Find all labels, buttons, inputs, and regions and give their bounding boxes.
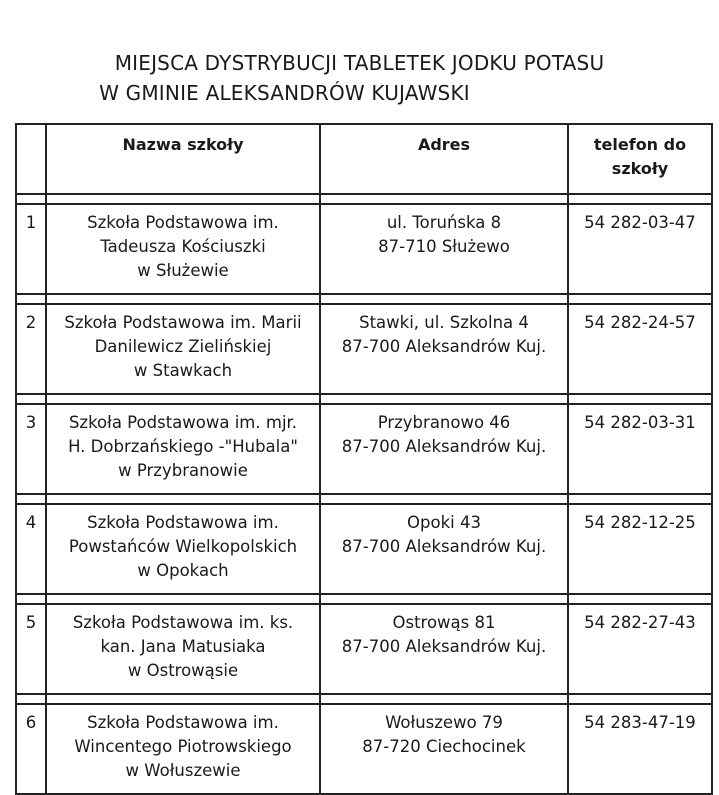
school-address-line: 87-700 Aleksandrów Kuj.: [341, 637, 547, 656]
table-header-row: [16, 124, 712, 194]
school-name: [46, 404, 320, 494]
school-name-line: H. Dobrzańskiego -"Hubala": [68, 437, 298, 456]
school-name-line: w Wołuszewie: [125, 761, 241, 780]
gap-cell: [320, 394, 568, 404]
school-phone: 54 282-03-47: [568, 204, 712, 294]
row-number: 1: [16, 204, 46, 294]
gap-cell: [568, 394, 712, 404]
gap-cell: [320, 694, 568, 704]
row-number: 2: [16, 304, 46, 394]
header-num: [16, 124, 46, 194]
table-row: [16, 704, 712, 794]
school-name-line: Szkoła Podstawowa im. mjr.: [68, 413, 298, 432]
document-title: [0, 48, 719, 108]
gap-cell: [16, 694, 46, 704]
school-address-line: ul. Toruńska 8: [386, 213, 502, 232]
schools-table: [15, 123, 713, 795]
gap-cell: [16, 494, 46, 504]
school-name-line: Tadeusza Kościuszki: [100, 237, 266, 256]
school-name-line: Danilewicz Zielińskiej: [94, 337, 272, 356]
table-body: [16, 194, 712, 794]
school-address-line: 87-700 Aleksandrów Kuj.: [341, 437, 547, 456]
school-address-line: 87-720 Ciechocinek: [362, 737, 526, 756]
school-phone: 54 282-24-57: [568, 304, 712, 394]
school-address-line: Stawki, ul. Szkolna 4: [359, 313, 529, 332]
gap-cell: [16, 294, 46, 304]
school-address: [320, 304, 568, 394]
school-address-line: 87-710 Służewo: [378, 237, 510, 256]
header-name: Nazwa szkoły: [46, 124, 320, 194]
row-gap: [16, 294, 712, 304]
gap-cell: [320, 294, 568, 304]
school-name-line: Szkoła Podstawowa im. ks.: [72, 613, 294, 632]
header-address: Adres: [320, 124, 568, 194]
school-name-line: Szkoła Podstawowa im.: [87, 713, 279, 732]
header-phone: [568, 124, 712, 194]
school-address-line: Ostrowąs 81: [392, 613, 496, 632]
gap-cell: [568, 594, 712, 604]
school-address: [320, 404, 568, 494]
school-name-line: kan. Jana Matusiaka: [100, 637, 266, 656]
row-gap: [16, 694, 712, 704]
row-gap: [16, 594, 712, 604]
school-name: [46, 504, 320, 594]
header-phone-line-2: szkoły: [611, 159, 669, 178]
gap-cell: [568, 694, 712, 704]
school-address: [320, 204, 568, 294]
school-name: [46, 304, 320, 394]
gap-cell: [320, 494, 568, 504]
row-gap: [16, 194, 712, 204]
title-line-2: W GMINIE ALEKSANDRÓW KUJAWSKI: [99, 81, 470, 105]
school-name-line: Szkoła Podstawowa im.: [87, 213, 279, 232]
school-name: [46, 204, 320, 294]
gap-cell: [568, 194, 712, 204]
row-number: 6: [16, 704, 46, 794]
gap-cell: [46, 594, 320, 604]
school-phone: 54 282-27-43: [568, 604, 712, 694]
school-address-line: Przybranowo 46: [377, 413, 511, 432]
school-address-line: 87-700 Aleksandrów Kuj.: [341, 537, 547, 556]
school-name-line: w Przybranowie: [118, 461, 248, 480]
table-row: [16, 404, 712, 494]
gap-cell: [568, 294, 712, 304]
gap-cell: [16, 194, 46, 204]
title-line-1: MIEJSCA DYSTRYBUCJI TABLETEK JODKU POTASU: [114, 51, 605, 75]
row-gap: [16, 494, 712, 504]
school-name-line: Wincentego Piotrowskiego: [74, 737, 292, 756]
school-address-line: Wołuszewo 79: [385, 713, 503, 732]
school-phone: 54 283-47-19: [568, 704, 712, 794]
school-name-line: w Służewie: [137, 261, 229, 280]
table-row: [16, 204, 712, 294]
school-name-line: Powstańców Wielkopolskich: [68, 537, 298, 556]
school-address: [320, 604, 568, 694]
gap-cell: [46, 394, 320, 404]
gap-cell: [320, 594, 568, 604]
school-name: [46, 604, 320, 694]
school-name-line: Szkoła Podstawowa im.: [87, 513, 279, 532]
gap-cell: [320, 194, 568, 204]
gap-cell: [568, 494, 712, 504]
school-address-line: Opoki 43: [407, 513, 481, 532]
school-name-line: w Ostrowąsie: [127, 661, 239, 680]
school-name-line: w Stawkach: [133, 361, 233, 380]
header-phone-line-1: telefon do: [593, 135, 687, 154]
school-address-line: 87-700 Aleksandrów Kuj.: [341, 337, 547, 356]
school-address: [320, 504, 568, 594]
table-row: [16, 304, 712, 394]
gap-cell: [46, 194, 320, 204]
row-gap: [16, 394, 712, 404]
school-address: [320, 704, 568, 794]
gap-cell: [16, 394, 46, 404]
school-phone: 54 282-03-31: [568, 404, 712, 494]
school-name-line: w Opokach: [137, 561, 229, 580]
gap-cell: [46, 294, 320, 304]
table-row: [16, 604, 712, 694]
row-number: 4: [16, 504, 46, 594]
gap-cell: [46, 494, 320, 504]
school-phone: 54 282-12-25: [568, 504, 712, 594]
table-row: [16, 504, 712, 594]
gap-cell: [16, 594, 46, 604]
row-number: 3: [16, 404, 46, 494]
school-name-line: Szkoła Podstawowa im. Marii: [64, 313, 302, 332]
gap-cell: [46, 694, 320, 704]
row-number: 5: [16, 604, 46, 694]
school-name: [46, 704, 320, 794]
